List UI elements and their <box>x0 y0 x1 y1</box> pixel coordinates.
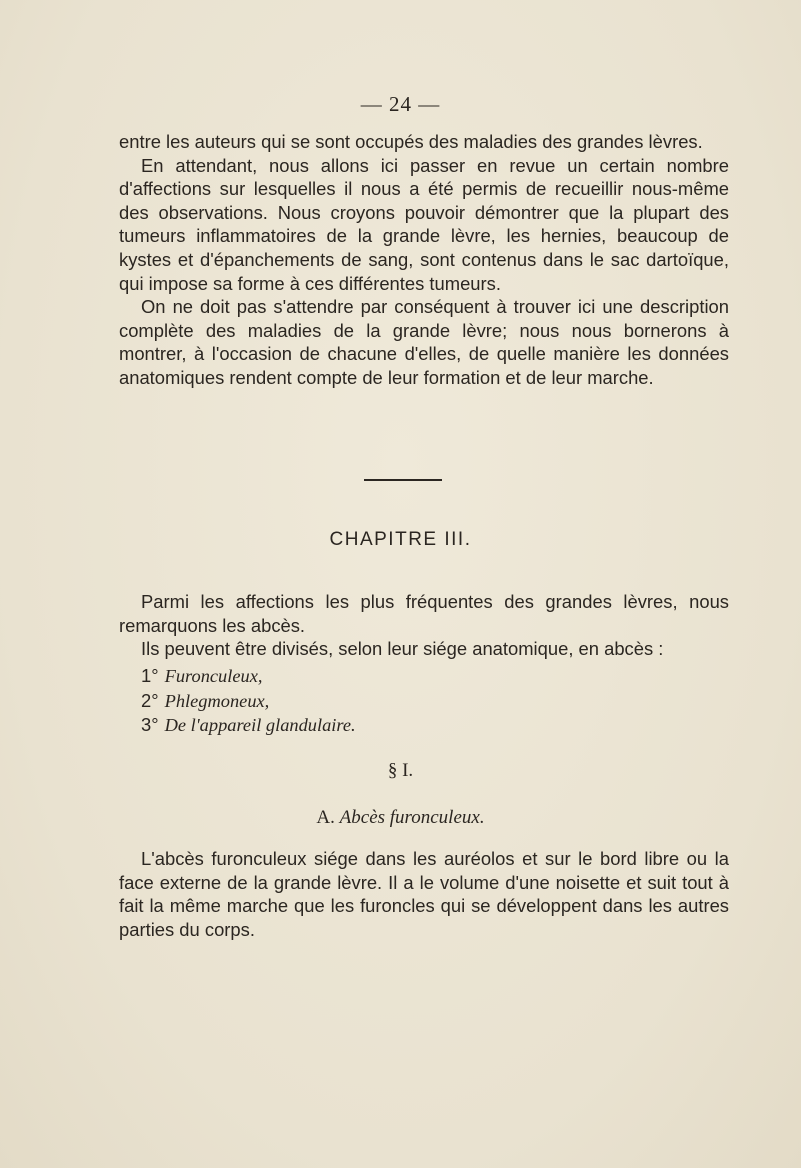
section-sign: § I. <box>387 760 414 781</box>
list-item <box>141 664 356 689</box>
paragraph: En attendant, nous allons ici passer en revue un certain nombre d'affections sur lesquelles il nous a été permis de recueillir nous-même des observations. Nous croyons pouvoir démontrer que la plupart des tumeurs inflammatoires de la grande lèvre, les hernies, beaucoup de kystes et d'épanchements de sang, sont contenus dans le sac dartoïque, qui impose sa forme à ces différentes tumeurs. <box>119 154 729 294</box>
list-label: Phlegmoneux, <box>164 690 270 711</box>
list-number: 2° <box>141 689 159 711</box>
subheading-letter: A. <box>316 807 335 828</box>
list-item <box>141 689 356 714</box>
section-text <box>119 847 729 941</box>
paragraph: Parmi les affections les plus fréquentes des grandes lèvres, nous remarquons les abcès. <box>119 591 729 636</box>
paragraph: L'abcès furonculeux siége dans les auréolos et sur le bord libre ou la face externe de la grande lèvre. Il a le volume d'une noisette et suit tout à fait la même marche que les furoncles qui se développent dans les autres parties du corps. <box>119 848 729 940</box>
paragraph: entre les auteurs qui se sont occupés des maladies des grandes lèvres. <box>119 131 703 152</box>
subheading <box>0 807 801 829</box>
list-label: De l'appareil glandulaire. <box>164 715 356 736</box>
abscess-type-list <box>141 664 356 738</box>
chapter-title: CHAPITRE III. <box>329 529 472 550</box>
paragraph: Ils peuvent être divisés, selon leur siége anatomique, en abcès : <box>141 638 664 660</box>
paragraph: On ne doit pas s'attendre par conséquent à trouver ici une description complète des maladies de la grande lèvre; nous nous bornerons à montrer, à l'occasion de chacune d'elles, de quelle manière les données anatomiques rendent compte de leur formation et de leur marche. <box>119 296 729 388</box>
list-number: 1° <box>141 665 159 686</box>
intro-text <box>119 130 729 390</box>
section-divider <box>364 479 442 481</box>
chapter-text <box>119 590 729 661</box>
subheading-title: Abcès furonculeux. <box>339 807 485 828</box>
list-item <box>141 713 356 738</box>
list-label: Furonculeux, <box>164 666 263 686</box>
page-number: — 24 — <box>360 92 441 116</box>
list-number: 3° <box>141 714 159 736</box>
